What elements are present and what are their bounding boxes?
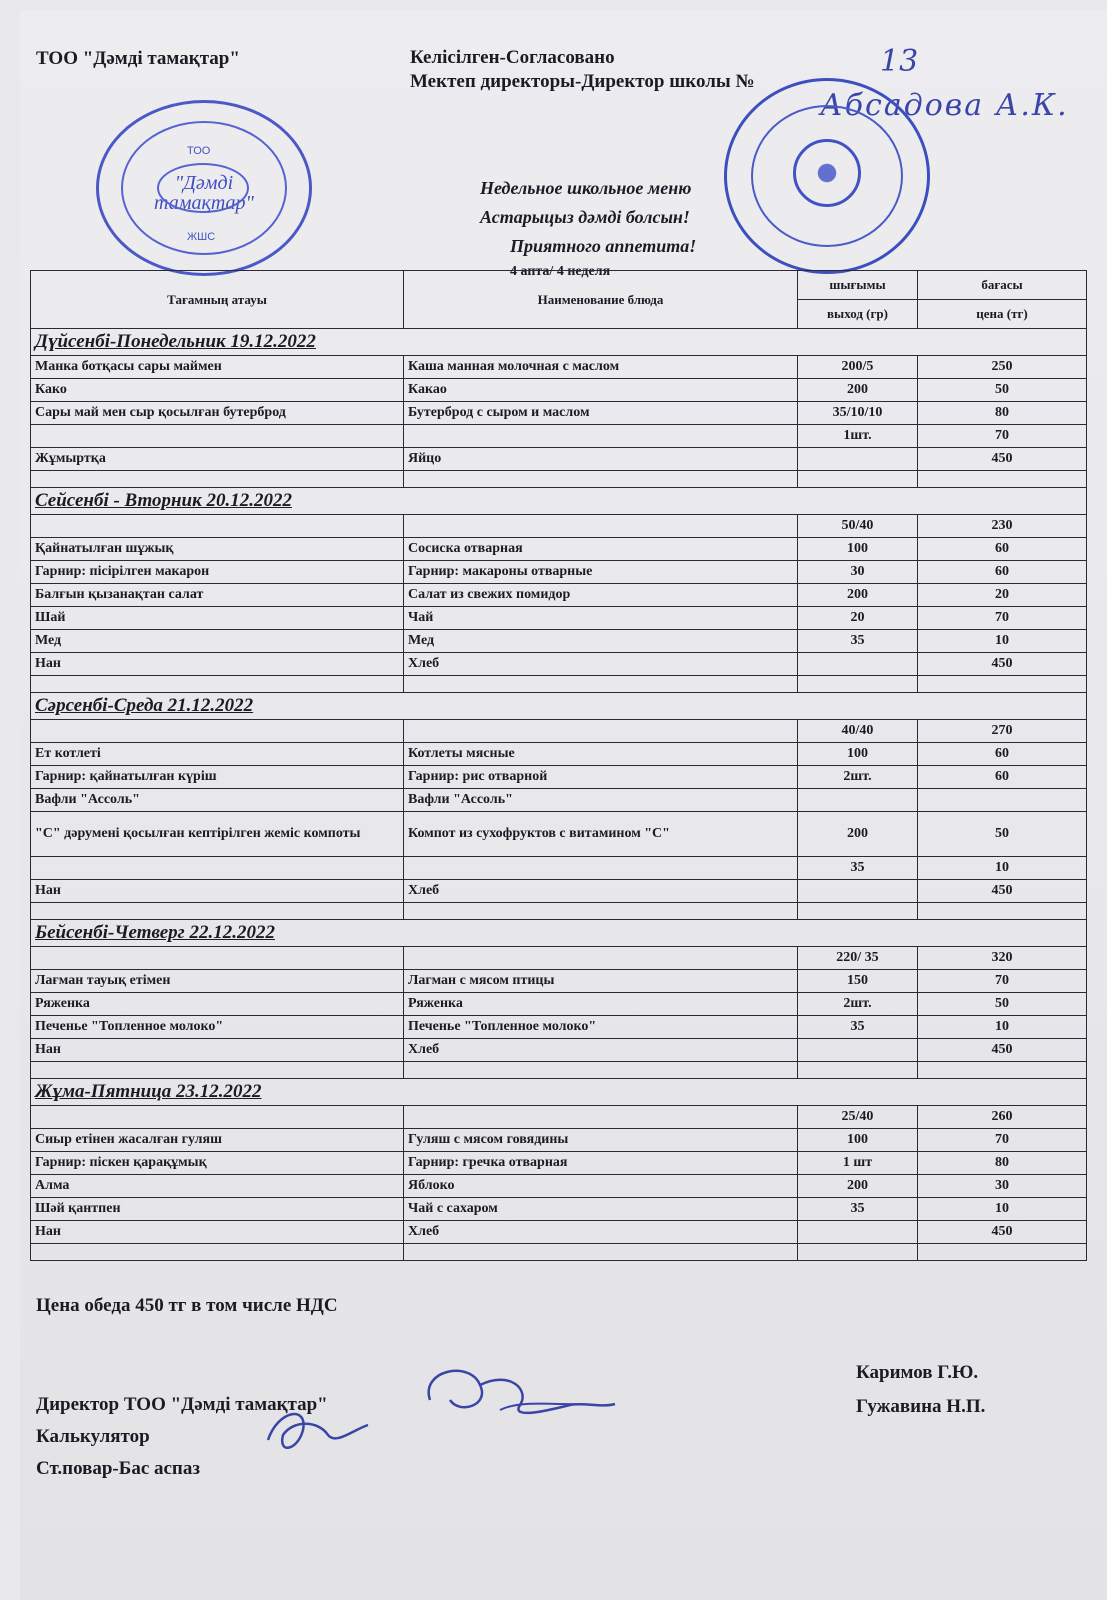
dish-kz: Гарнир: піскен қарақұмық <box>31 1152 404 1175</box>
column-header-kz: Тағамның атауы <box>31 271 404 329</box>
dish-ru: Салат из свежих помидор <box>404 584 798 607</box>
blank-cell <box>31 471 404 488</box>
dish-ru: Чай с сахаром <box>404 1198 798 1221</box>
dish-price: 70 <box>918 970 1087 993</box>
calculator-signature <box>258 1400 378 1470</box>
dish-output: 2шт. <box>798 766 918 789</box>
dish-price: 10 <box>918 630 1087 653</box>
dish-output: 25/40 <box>798 1106 918 1129</box>
signatory-name-2: Гужавина Н.П. <box>856 1396 986 1417</box>
dish-kz: Сары май мен сыр қосылған бутерброд <box>31 402 404 425</box>
dish-ru: Яблоко <box>404 1175 798 1198</box>
blank-cell <box>404 1062 798 1079</box>
dish-price: 80 <box>918 1152 1087 1175</box>
dish-ru <box>404 425 798 448</box>
dish-kz: Мед <box>31 630 404 653</box>
dish-output: 40/40 <box>798 720 918 743</box>
dish-price: 70 <box>918 425 1087 448</box>
dish-kz: Алма <box>31 1175 404 1198</box>
column-header-price-kz: бағасы <box>918 271 1087 300</box>
dish-kz: Нан <box>31 880 404 903</box>
dish-ru <box>404 720 798 743</box>
dish-ru: Гарнир: рис отварной <box>404 766 798 789</box>
agreed-label: Келісілген-Согласовано <box>410 47 615 68</box>
dish-price: 230 <box>918 515 1087 538</box>
dish-output <box>798 1221 918 1244</box>
dish-kz: Жұмыртқа <box>31 448 404 471</box>
dish-ru: Какао <box>404 379 798 402</box>
dish-output: 35 <box>798 1198 918 1221</box>
dish-ru: Лагман с мясом птицы <box>404 970 798 993</box>
dish-ru: Гарнир: гречка отварная <box>404 1152 798 1175</box>
director-label: Директор ТОО "Дәмді тамақтар" <box>36 1394 328 1415</box>
blank-cell <box>404 471 798 488</box>
dish-price: 450 <box>918 880 1087 903</box>
blank-cell <box>918 1244 1087 1261</box>
dish-ru: Гарнир: макароны отварные <box>404 561 798 584</box>
calculator-label: Калькулятор <box>36 1426 150 1447</box>
dish-ru: Хлеб <box>404 1039 798 1062</box>
dish-ru: Вафли "Ассоль" <box>404 789 798 812</box>
day-heading: Жұма-Пятница 23.12.2022 <box>31 1079 1087 1106</box>
dish-output: 150 <box>798 970 918 993</box>
dish-ru: Бутерброд с сыром и маслом <box>404 402 798 425</box>
dish-output: 50/40 <box>798 515 918 538</box>
blank-cell <box>31 676 404 693</box>
blank-cell <box>798 1244 918 1261</box>
day-heading: Бейсенбі-Четверг 22.12.2022 <box>31 920 1087 947</box>
dish-price: 10 <box>918 1198 1087 1221</box>
menu-title: Недельное школьное меню <box>480 178 692 198</box>
dish-kz: Шәй қантпен <box>31 1198 404 1221</box>
dish-price <box>918 789 1087 812</box>
dish-output: 200 <box>798 812 918 857</box>
dish-ru: Яйцо <box>404 448 798 471</box>
blank-cell <box>918 471 1087 488</box>
dish-kz: Ряженка <box>31 993 404 1016</box>
dish-price: 450 <box>918 1221 1087 1244</box>
director-signature <box>410 1360 630 1460</box>
dish-price: 60 <box>918 766 1087 789</box>
dish-output: 1шт. <box>798 425 918 448</box>
dish-price: 270 <box>918 720 1087 743</box>
dish-ru: Компот из сухофруктов с витамином "С" <box>404 812 798 857</box>
dish-price: 30 <box>918 1175 1087 1198</box>
dish-kz: Шай <box>31 607 404 630</box>
dish-ru: Мед <box>404 630 798 653</box>
dish-kz: Печенье "Топленное молоко" <box>31 1016 404 1039</box>
dish-price: 260 <box>918 1106 1087 1129</box>
blank-cell <box>918 676 1087 693</box>
blank-cell <box>404 1244 798 1261</box>
dish-kz: "С" дәрумені қосылған кептірілген жеміс компоты <box>31 812 404 857</box>
dish-kz <box>31 425 404 448</box>
blank-cell <box>31 903 404 920</box>
dish-kz: Гарнир: пісірілген макарон <box>31 561 404 584</box>
blank-cell <box>798 1062 918 1079</box>
dish-output: 200 <box>798 379 918 402</box>
dish-ru <box>404 1106 798 1129</box>
column-header-price-ru: цена (тг) <box>918 300 1087 329</box>
column-header-ru: Наименование блюда <box>404 271 798 329</box>
dish-price: 50 <box>918 993 1087 1016</box>
dish-kz: Нан <box>31 653 404 676</box>
dish-kz <box>31 1106 404 1129</box>
dish-ru <box>404 857 798 880</box>
dish-price: 20 <box>918 584 1087 607</box>
dish-output: 35/10/10 <box>798 402 918 425</box>
dish-output <box>798 880 918 903</box>
dish-output: 2шт. <box>798 993 918 1016</box>
blank-cell <box>918 1062 1087 1079</box>
signatory-name-1: Каримов Г.Ю. <box>856 1362 979 1383</box>
dish-ru: Котлеты мясные <box>404 743 798 766</box>
dish-output: 20 <box>798 607 918 630</box>
week-label: 4 апта/ 4 неделя <box>510 264 611 279</box>
dish-price: 60 <box>918 561 1087 584</box>
dish-price: 60 <box>918 743 1087 766</box>
dish-price: 450 <box>918 653 1087 676</box>
dish-ru: Чай <box>404 607 798 630</box>
director-name-handwritten: Абсадова А.К. <box>820 88 1069 123</box>
blank-cell <box>404 676 798 693</box>
dish-kz <box>31 857 404 880</box>
blank-cell <box>798 471 918 488</box>
day-heading: Сәрсенбі-Среда 21.12.2022 <box>31 693 1087 720</box>
blank-cell <box>918 903 1087 920</box>
dish-output <box>798 1039 918 1062</box>
dish-output: 220/ 35 <box>798 947 918 970</box>
menu-greeting-ru: Приятного аппетита! <box>510 236 697 256</box>
column-header-output-kz: шығымы <box>798 271 918 300</box>
column-header-output-ru: выход (гр) <box>798 300 918 329</box>
blank-cell <box>798 903 918 920</box>
dish-output: 100 <box>798 538 918 561</box>
dish-price: 320 <box>918 947 1087 970</box>
dish-price: 50 <box>918 379 1087 402</box>
company-name: ТОО "Дәмді тамақтар" <box>36 48 240 69</box>
school-stamp <box>724 78 930 274</box>
dish-ru: Гуляш с мясом говядины <box>404 1129 798 1152</box>
approval-block <box>410 46 755 94</box>
dish-output: 200 <box>798 584 918 607</box>
dish-output: 100 <box>798 743 918 766</box>
dish-kz <box>31 515 404 538</box>
dish-output <box>798 448 918 471</box>
menu-table <box>30 270 1087 1261</box>
dish-output: 30 <box>798 561 918 584</box>
dish-ru: Хлеб <box>404 880 798 903</box>
dish-kz: Како <box>31 379 404 402</box>
dish-price: 450 <box>918 1039 1087 1062</box>
dish-kz: Лағман тауық етімен <box>31 970 404 993</box>
dish-ru <box>404 947 798 970</box>
dish-kz: Манка ботқасы сары маймен <box>31 356 404 379</box>
director-line: Мектеп директоры-Директор школы № <box>410 71 755 92</box>
blank-cell <box>31 1062 404 1079</box>
dish-price: 250 <box>918 356 1087 379</box>
dish-kz: Гарнир: қайнатылған күріш <box>31 766 404 789</box>
dish-kz: Нан <box>31 1039 404 1062</box>
blank-cell <box>31 1244 404 1261</box>
dish-output: 1 шт <box>798 1152 918 1175</box>
dish-ru <box>404 515 798 538</box>
blank-cell <box>404 903 798 920</box>
dish-price: 60 <box>918 538 1087 561</box>
day-heading: Дүйсенбі-Понедельник 19.12.2022 <box>31 329 1087 356</box>
dish-kz <box>31 947 404 970</box>
day-heading: Сейсенбі - Вторник 20.12.2022 <box>31 488 1087 515</box>
lunch-price-note: Цена обеда 450 тг в том числе НДС <box>36 1295 338 1316</box>
dish-kz: Ет котлеті <box>31 743 404 766</box>
dish-price: 50 <box>918 812 1087 857</box>
dish-ru: Печенье "Топленное молоко" <box>404 1016 798 1039</box>
dish-kz: Вафли "Ассоль" <box>31 789 404 812</box>
blank-cell <box>798 676 918 693</box>
dish-price: 70 <box>918 607 1087 630</box>
dish-output: 35 <box>798 857 918 880</box>
dish-kz <box>31 720 404 743</box>
dish-ru: Сосиска отварная <box>404 538 798 561</box>
dish-kz: Қайнатылған шұжық <box>31 538 404 561</box>
dish-ru: Каша манная молочная с маслом <box>404 356 798 379</box>
dish-kz: Нан <box>31 1221 404 1244</box>
dish-output: 35 <box>798 630 918 653</box>
dish-output <box>798 789 918 812</box>
school-number-handwritten: 13 <box>880 44 919 79</box>
chef-label: Ст.повар-Бас аспаз <box>36 1458 201 1479</box>
dish-kz: Сиыр етінен жасалған гуляш <box>31 1129 404 1152</box>
dish-output: 100 <box>798 1129 918 1152</box>
dish-output: 200/5 <box>798 356 918 379</box>
dish-ru: Хлеб <box>404 653 798 676</box>
dish-output: 200 <box>798 1175 918 1198</box>
company-stamp: ТОО "Дәмді тамақтар" ЖШС <box>96 100 312 276</box>
dish-price: 10 <box>918 857 1087 880</box>
dish-price: 450 <box>918 448 1087 471</box>
dish-ru: Хлеб <box>404 1221 798 1244</box>
menu-greeting-kz: Астарыцыз дәмді болсын! <box>480 207 690 227</box>
dish-price: 10 <box>918 1016 1087 1039</box>
dish-output <box>798 653 918 676</box>
dish-price: 80 <box>918 402 1087 425</box>
menu-title-block <box>480 174 696 261</box>
dish-ru: Ряженка <box>404 993 798 1016</box>
dish-output: 35 <box>798 1016 918 1039</box>
dish-price: 70 <box>918 1129 1087 1152</box>
dish-kz: Балғын қызанақтан салат <box>31 584 404 607</box>
